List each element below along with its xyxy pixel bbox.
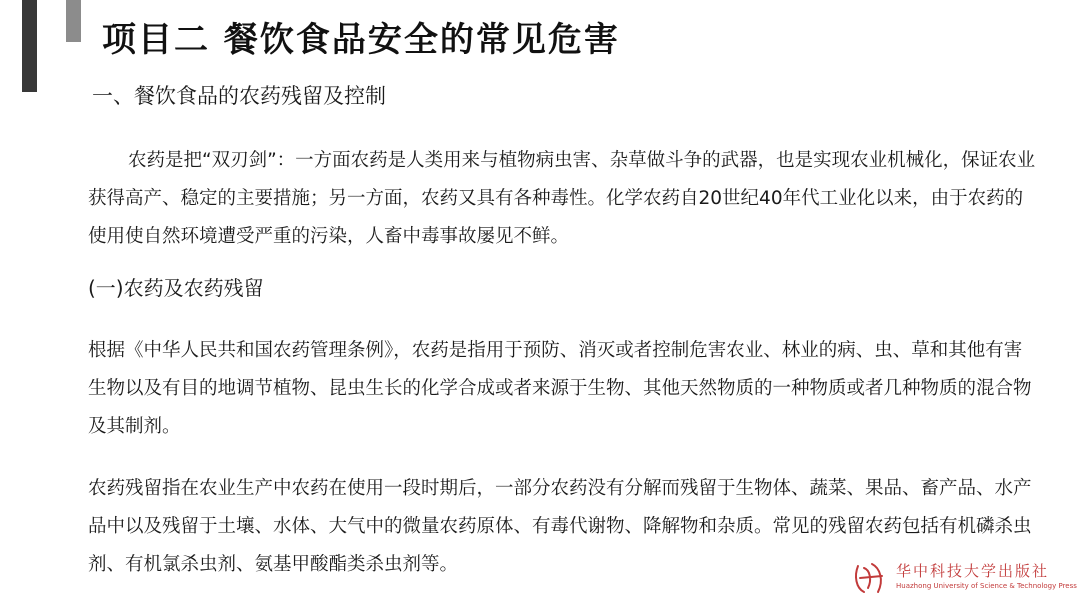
- paragraph-pesticide-intro-text: 农药是把“双刃剑”：一方面农药是人类用来与植物病虫害、杂草做斗争的武器，也是实现农业机械化，保证农业获得高产、稳定的主要措施；另一方面，农药又具有各种毒性。化学农药自20世纪40年代工业化以来，由于农药的使用使自然环境遭受严重的污染，人畜中毒事故屡见不鲜。: [88, 150, 1036, 247]
- title-accent-bar-grey: [66, 0, 81, 42]
- paragraph-residue-definition: 农药残留指在农业生产中农药在使用一段时期后，一部分农药没有分解而残留于生物体、蔬菜、果品、畜产品、水产品中以及残留于土壤、水体、大气中的微量农药原体、有毒代谢物、降解物和杂质。常见的残留农药包括有机磷杀虫剂、有机氯杀虫剂、氨基甲酸酯类杀虫剂等。: [88, 478, 1032, 575]
- publisher-name: 华中科技大学出版社: [896, 562, 1050, 580]
- publisher-logo-icon: [850, 558, 890, 598]
- paragraph-pesticide-intro: [88, 142, 1038, 256]
- slide-title: 项目二 餐饮食品安全的常见危害: [102, 20, 620, 60]
- title-accent-bar-dark: [22, 0, 37, 92]
- paragraph-pesticide-definition: 根据《中华人民共和国农药管理条例》，农药是指用于预防、消灭或者控制危害农业、林业的病、虫、草和其他有害生物以及有目的地调节植物、昆虫生长的化学合成或者来源于生物、其他天然物质的一种物质或者几种物质的混合物及其制剂。: [88, 340, 1032, 437]
- publisher-watermark: [850, 556, 1077, 602]
- section-heading: 一、餐饮食品的农药残留及控制: [92, 84, 386, 108]
- publisher-name-en: Huazhong University of Science & Technology Press: [896, 582, 1077, 590]
- subheading-pesticide-residue: (一)农药及农药残留: [88, 276, 264, 300]
